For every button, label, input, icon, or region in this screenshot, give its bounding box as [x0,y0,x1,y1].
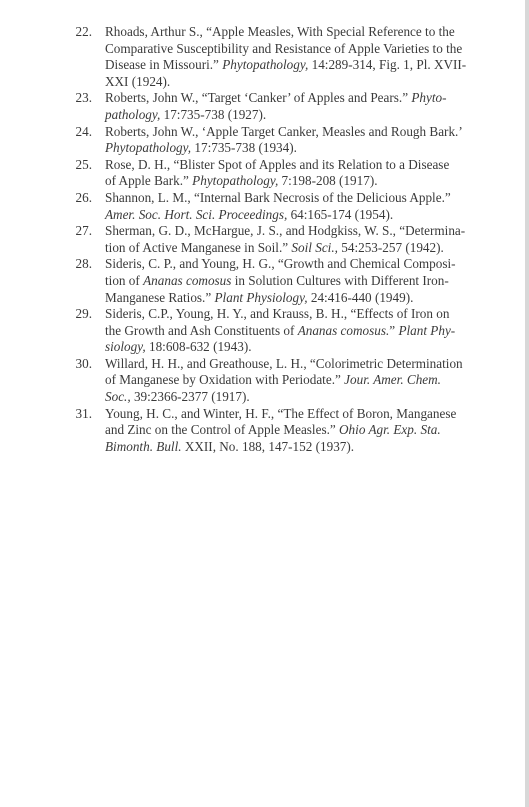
reference-entry [62,90,526,123]
reference-text: 7:198-208 (1917). [278,173,378,189]
reference-text: Willard, H. H., and Greathouse, L. H., “Colorimetric Determination [105,355,463,371]
reference-text: 18:608-632 (1943). [145,339,252,355]
reference-italic-text: Phytopathology, [222,57,309,73]
reference-entry [62,24,526,90]
reference-text: Rose, D. H., “Blister Spot of Apples and its Relation to a Disease [105,156,450,172]
reference-text: tion of Active Manganese in Soil.” [105,239,292,255]
reference-number: 29. [75,306,92,322]
reference-text: Sherman, G. D., McHargue, J. S., and Hodgkiss, W. S., “Determina- [105,223,466,239]
reference-italic-text: Ohio Agr. Exp. Sta. [339,422,441,438]
reference-text: tion of [105,272,144,288]
reference-line [62,323,526,340]
reference-line [62,356,526,373]
reference-entry [62,223,526,256]
reference-line [62,124,526,141]
reference-number: 22. [75,24,92,39]
reference-line [62,223,526,240]
reference-text: 14:289-314, Fig. 1, Pl. XVII- [308,57,467,73]
reference-italic-text: Jour. Amer. Chem. [344,372,441,388]
reference-text: of Apple Bark.” [105,173,193,189]
reference-text: Manganese Ratios.” [105,289,215,305]
reference-text: XXI (1924). [105,73,171,89]
reference-line [62,372,526,389]
reference-text: in Solution Cultures with Different Iron- [231,272,449,288]
reference-text: Sideris, C. P., and Young, H. G., “Growth and Chemical Composi- [105,256,456,272]
reference-text: Disease in Missouri.” [105,57,223,73]
reference-text: 17:735-738 (1927). [160,106,267,122]
reference-line [62,24,526,41]
reference-italic-text: siology, [105,339,146,355]
reference-entry [62,190,526,223]
reference-italic-text: Plant Physiology, [214,289,308,305]
reference-line [62,306,526,323]
reference-entry [62,356,526,406]
reference-text: ” [389,322,399,338]
reference-number: 31. [75,405,92,421]
reference-line [62,439,526,456]
reference-entry [62,306,526,356]
reference-italic-text: Phytopathology, [192,173,279,189]
reference-line [62,290,526,307]
reference-text: 64:165-174 (1954). [287,206,394,222]
reference-text: 24:416-440 (1949). [307,289,414,305]
reference-text: Young, H. C., and Winter, H. F., “The Effect of Boron, Manganese [105,405,457,421]
reference-line [62,140,526,157]
reference-number: 23. [75,90,92,106]
reference-line [62,41,526,58]
reference-line [62,422,526,439]
reference-line [62,173,526,190]
reference-line [62,256,526,273]
reference-line [62,207,526,224]
reference-number: 28. [75,256,92,272]
reference-italic-text: Soc., [105,389,131,405]
reference-list [62,24,526,455]
reference-text: of Manganese by Oxidation with Periodate.” [105,372,345,388]
reference-line [62,240,526,257]
reference-line [62,90,526,107]
reference-line [62,190,526,207]
reference-line [62,339,526,356]
reference-line [62,107,526,124]
reference-italic-text: Plant Phy- [398,322,456,338]
reference-italic-text: Amer. Soc. Hort. Sci. Proceedings, [105,206,288,222]
reference-line [62,57,526,74]
reference-text: Comparative Susceptibility and Resistance of Apple Varieties to the [105,40,463,56]
reference-entry [62,124,526,157]
reference-text: Shannon, L. M., “Internal Bark Necrosis of the Delicious Apple.” [105,189,451,205]
reference-italic-text: Phyto- [411,90,447,106]
reference-number: 25. [75,156,92,172]
reference-entry [62,157,526,190]
reference-number: 27. [75,223,92,239]
reference-line [62,74,526,91]
reference-text: Rhoads, Arthur S., “Apple Measles, With Special Reference to the [105,24,455,39]
reference-line [62,389,526,406]
reference-text: 17:735-738 (1934). [191,140,297,156]
reference-italic-text: Soil Sci., [291,239,338,255]
reference-text: Roberts, John W., “Target ‘Canker’ of Apples and Pears.” [105,90,412,106]
reference-text: and Zinc on the Control of Apple Measles.” [105,422,340,438]
reference-entry [62,406,526,456]
reference-text: 54:253-257 (1942). [337,239,444,255]
reference-number: 30. [75,355,92,371]
reference-number: 26. [75,189,92,205]
reference-line [62,157,526,174]
reference-italic-text: Ananas comosus. [297,322,390,338]
reference-text: Sideris, C.P., Young, H. Y., and Krauss, B. H., “Effects of Iron on [105,306,450,322]
reference-italic-text: Ananas comosus [143,272,232,288]
reference-italic-text: pathology, [105,106,161,122]
reference-line [62,406,526,423]
reference-line [62,273,526,290]
reference-italic-text: Bimonth. Bull. [105,438,182,454]
reference-italic-text: Phytopathology, [105,140,192,156]
reference-text: XXII, No. 188, 147-152 (1937). [181,438,355,454]
reference-text: Roberts, John W., ‘Apple Target Canker, Measles and Rough Bark.’ [105,123,463,139]
reference-text: 39:2366-2377 (1917). [130,389,250,405]
reference-text: the Growth and Ash Constituents of [105,322,298,338]
reference-entry [62,256,526,306]
reference-number: 24. [75,123,92,139]
